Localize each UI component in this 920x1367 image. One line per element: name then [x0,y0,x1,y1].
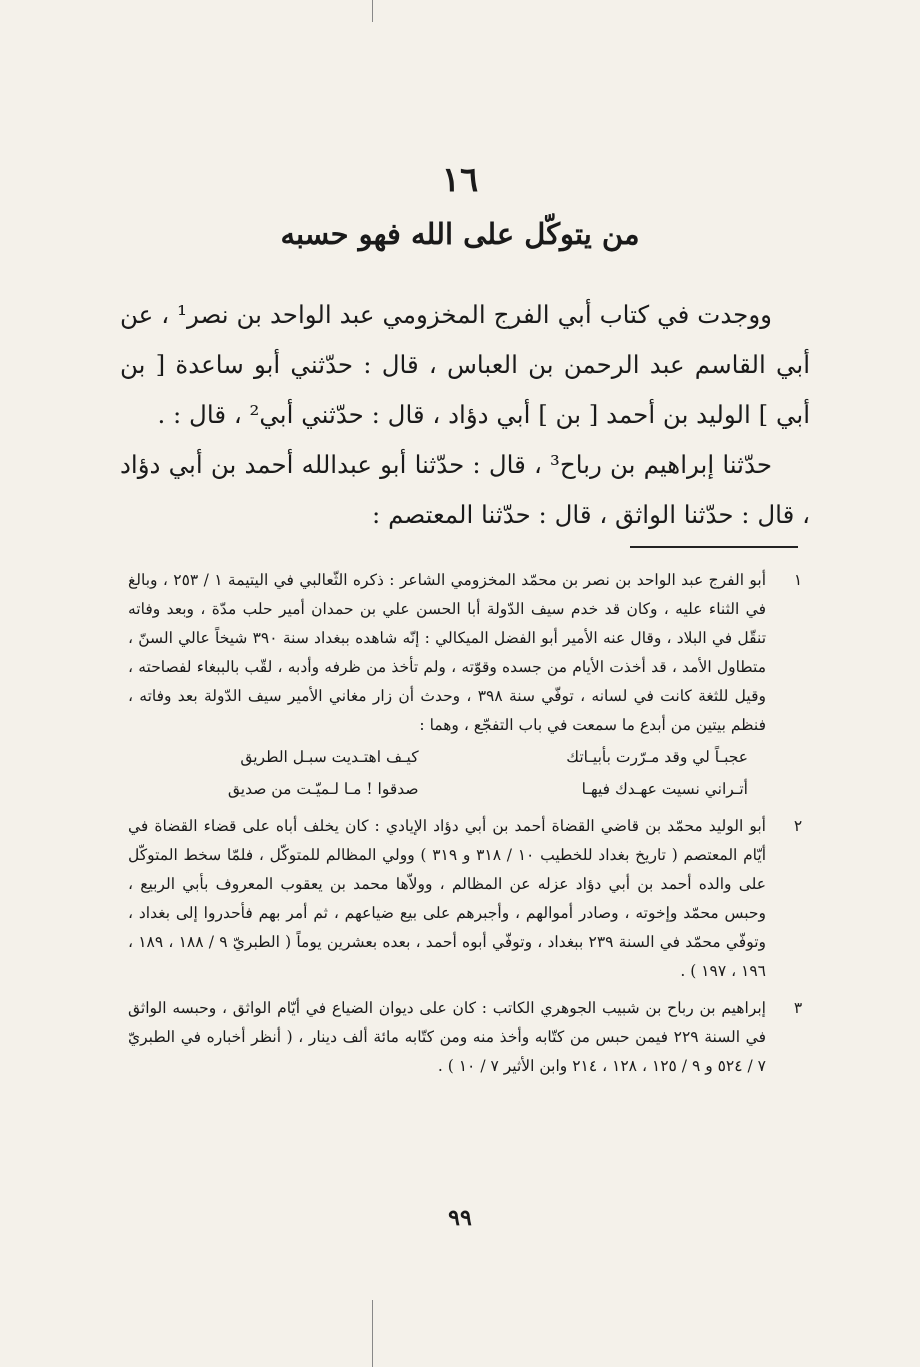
verse-line [138,743,748,772]
chapter-number: ١٦ [441,160,479,200]
footnote-separator [630,546,798,548]
footnote-number: ١ [793,571,803,589]
footnote-text: أبو الوليد محمّد بن قاضي القضاة أحمد بن أبي دؤاد الإيادي : كان يخلف أباه على قضاء القضاة في أيّام المعتصم ( تاريخ بغداد للخطيب ١٠ / ٣١٨ و ٣١٩ ) وولي المظالم للمتوكّل ، فلمّا سخط المتوكّل على والده أحمد بن أبي دؤاد عزله عن المظالم ، وولاّها محمد بن يعقوب المعروف بأبي الربيع ، وحبس محمّد وإخوته ، وصادر أموالهم ، وأجبرهم على بيع ضياعهم ، ثم أمر بهم فأحدروا إلى بغداد ، وتوفّي محمّد في السنة ٢٣٩ ببغداد ، وتوفّي أبوه أحمد ، بعده بعشرين يوماً ( الطبريّ ٩ / ١٨٨ ، ١٨٩ ، ١٩٦ ، ١٩٧ ) . [128,817,767,980]
verse-second-hemistich: كيـف اهتـديت سبـل الطريق [240,748,419,766]
footnote-number: ٢ [793,817,803,835]
gutter-line-bottom [372,1300,373,1367]
footnote-number: ٣ [793,999,803,1017]
footnotes [128,566,808,1089]
footnote [128,994,808,1081]
footnote [128,566,808,804]
footnote [128,812,808,986]
main-text [120,290,810,540]
gutter-line-top [372,0,373,22]
chapter-title: من يتوكّل على الله فهو حسبه [280,217,640,251]
footnote-text: أبو الفرج عبد الواحد بن نصر بن محمّد المخزومي الشاعر : ذكره الثّعالبي في اليتيمة ١ / ٢٥٣ ، وبالغ في الثناء عليه ، وكان قد خدم سيف الدّولة أبا الحسن علي بن حمدان أمير حلب مدّة ، وبعد وفاته تنقّل في البلاد ، وقال عنه الأمير أبو الفضل الميكالي : إنّه شاهده ببغداد سنة ٣٩٠ شيخاً عالي السنّ ، متطاول الأمد ، قد أخذت الأيام من جسده وقوّته ، ولم تأخذ من ظرفه وأدبه ، لقّب بالببغاء لفصاحته ، وقيل للثغة كانت في لسانه ، توفّي سنة ٣٩٨ ، وحدث أن زار مغاني الأمير سيف الدّولة بعد وفاته ، فنظم بيتين من أبدع ما سمعت في باب التفجّع ، وهما : [128,571,767,734]
verse-second-hemistich: صدقوا ! مـا لـميّـت من صديق [227,780,419,798]
paragraph: ووجدت في كتاب أبي الفرج المخزومي عبد الواحد بن نصر¹ ، عن أبي القاسم عبد الرحمن بن العباس ، قال : حدّثني أبو ساعدة [ بن أبي ] الوليد بن أحمد [ بن ] أبي دؤاد ، قال : حدّثني أبي² ، قال : . [120,300,810,429]
verse-first-hemistich: أتـراني نسيت عهـدك فيهـا [581,780,748,798]
paragraph: حدّثنا إبراهيم بن رباح³ ، قال : حدّثنا أبو عبدالله أحمد بن أبي دؤاد ، قال : حدّثنا الواثق ، قال : حدّثنا المعتصم : [120,450,810,529]
verse-first-hemistich: عجبـاً لي وقد مـرّرت بأبيـاتك [566,748,748,766]
page-number: ٩٩ [448,1205,472,1231]
footnote-text: إبراهيم بن رباح بن شبيب الجوهري الكاتب : كان على ديوان الضياع في أيّام الواثق ، وحبسه الواثق في السنة ٢٢٩ فيمن حبس من كتّابه وأخذ منه ومن كتّابه مائة ألف دينار ، ( أنظر أخباره في الطبريّ ٧ / ٥٢٤ و ٩ / ١٢٥ ، ١٢٨ ، ٢١٤ وابن الأثير ٧ / ١٠ ) . [128,999,767,1075]
verse-line [138,775,748,804]
